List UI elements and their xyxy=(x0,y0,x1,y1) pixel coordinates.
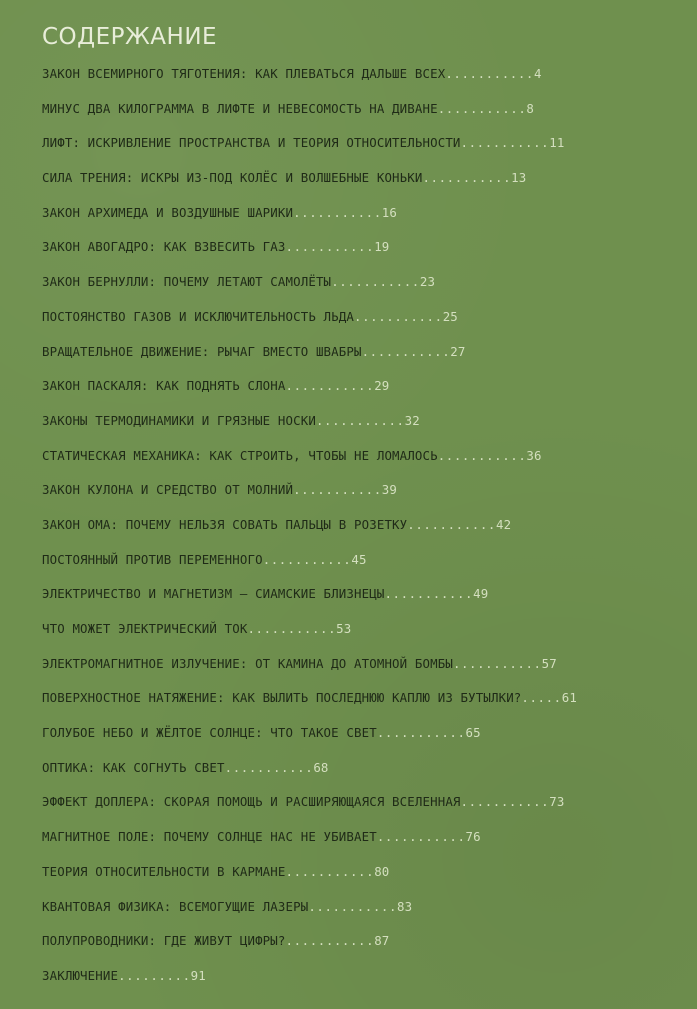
dot-leader: ........... xyxy=(452,655,542,671)
dot-leader: ........... xyxy=(422,170,512,186)
toc-entry xyxy=(42,788,692,823)
toc-entry xyxy=(42,268,692,303)
chapter-title: ЗАКОН ВСЕМИРНОГО ТЯГОТЕНИЯ: КАК ПЛЕВАТЬСЯ ДАЛЬШЕ ВСЕХ xyxy=(42,66,446,81)
chapter-title: ЗАКОН БЕРНУЛЛИ: ПОЧЕМУ ЛЕТАЮТ САМОЛЁТЫ xyxy=(42,274,332,290)
dot-leader: ........... xyxy=(376,829,466,845)
chapter-title: СИЛА ТРЕНИЯ: ИСКРЫ ИЗ-ПОД КОЛЁС И ВОЛШЕБНЫЕ КОНЬКИ xyxy=(42,170,423,186)
page-number: 73 xyxy=(549,794,565,810)
chapter-title: ВРАЩАТЕЛЬНОЕ ДВИЖЕНИЕ: РЫЧАГ ВМЕСТО ШВАБРЫ xyxy=(42,343,362,359)
page-number: 16 xyxy=(381,204,398,220)
toc-entry xyxy=(42,303,692,338)
dot-leader: ........... xyxy=(376,725,466,741)
dot-leader: ........... xyxy=(361,343,451,359)
dot-leader: ........... xyxy=(331,274,420,290)
dot-leader: ........... xyxy=(445,66,534,81)
toc-entry xyxy=(42,823,692,858)
page-number: 25 xyxy=(442,308,458,324)
chapter-title: КВАНТОВАЯ ФИЗИКА: ВСЕМОГУЩИЕ ЛАЗЕРЫ xyxy=(42,898,309,914)
chapter-title: ТЕОРИЯ ОТНОСИТЕЛЬНОСТИ В КАРМАНЕ xyxy=(42,863,286,879)
page-number: 4 xyxy=(534,66,542,81)
dot-leader: ........... xyxy=(460,135,550,151)
dot-leader: ........... xyxy=(224,759,314,775)
page-number: 39 xyxy=(381,482,398,498)
dot-leader: ........... xyxy=(354,308,443,324)
page-title: СОДЕРЖАНИЕ xyxy=(42,24,218,50)
chapter-title: ЗАКОН АРХИМЕДА И ВОЗДУШНЫЕ ШАРИКИ xyxy=(42,204,294,220)
page-number: 57 xyxy=(541,655,557,671)
page-number: 80 xyxy=(374,863,390,879)
dot-leader: ........... xyxy=(384,586,474,602)
chapter-title: ЗАКОН ОМА: ПОЧЕМУ НЕЛЬЗЯ СОВАТЬ ПАЛЬЦЫ В РОЗЕТКУ xyxy=(42,516,408,532)
toc-entry xyxy=(42,233,692,268)
page-number: 29 xyxy=(374,378,390,394)
page-number: 11 xyxy=(549,135,565,151)
page-number: 27 xyxy=(450,343,466,359)
chapter-title: ЧТО МОЖЕТ ЭЛЕКТРИЧЕСКИЙ ТОК xyxy=(42,621,248,636)
dot-leader: ........... xyxy=(315,412,405,428)
toc-entry xyxy=(42,615,692,650)
page-number: 13 xyxy=(511,170,527,186)
dot-leader: ........... xyxy=(407,516,496,532)
chapter-title: ЗАКЛЮЧЕНИЕ xyxy=(42,967,119,983)
toc-entry xyxy=(42,95,692,130)
chapter-title: ЭФФЕКТ ДОПЛЕРА: СКОРАЯ ПОМОЩЬ И РАСШИРЯЮЩАЯСЯ ВСЕЛЕННАЯ xyxy=(42,794,461,810)
page-number: 42 xyxy=(495,516,512,532)
toc-entry xyxy=(42,199,692,234)
page-number: 32 xyxy=(404,412,420,428)
toc-entry xyxy=(42,164,692,199)
chapter-title: ПОСТОЯНСТВО ГАЗОВ И ИСКЛЮЧИТЕЛЬНОСТЬ ЛЬДА xyxy=(42,308,355,324)
page-number: 87 xyxy=(374,933,390,949)
page-number: 49 xyxy=(473,586,489,602)
toc-entry xyxy=(42,858,692,893)
toc-entry xyxy=(42,476,692,511)
chapter-title: ГОЛУБОЕ НЕБО И ЖЁЛТОЕ СОЛНЦЕ: ЧТО ТАКОЕ СВЕТ xyxy=(42,725,377,741)
toc-list xyxy=(42,60,692,997)
toc-entry xyxy=(42,893,692,928)
toc-entry xyxy=(42,511,692,546)
page-number: 8 xyxy=(526,100,535,116)
dot-leader: ........... xyxy=(437,100,527,116)
toc-entry xyxy=(42,407,692,442)
dot-leader: ........... xyxy=(285,933,375,949)
toc-entry xyxy=(42,650,692,685)
chapter-title: ПОЛУПРОВОДНИКИ: ГДЕ ЖИВУТ ЦИФРЫ? xyxy=(42,933,286,949)
toc-entry xyxy=(42,60,692,95)
chapter-title: МАГНИТНОЕ ПОЛЕ: ПОЧЕМУ СОЛНЦЕ НАС НЕ УБИВАЕТ xyxy=(42,829,377,845)
dot-leader: ........... xyxy=(460,794,550,810)
page-number: 91 xyxy=(190,967,206,983)
page-number: 19 xyxy=(374,239,390,255)
toc-entry xyxy=(42,684,692,719)
chapter-title: ЭЛЕКТРОМАГНИТНОЕ ИЗЛУЧЕНИЕ: ОТ КАМИНА ДО АТОМНОЙ БОМБЫ xyxy=(42,655,453,671)
chapter-title: ЭЛЕКТРИЧЕСТВО И МАГНЕТИЗМ – СИАМСКИЕ БЛИЗНЕЦЫ xyxy=(42,586,385,602)
toc-entry xyxy=(42,129,692,164)
dot-leader: ........... xyxy=(293,204,382,220)
dot-leader: ........... xyxy=(285,378,375,394)
chapter-title: МИНУС ДВА КИЛОГРАММА В ЛИФТЕ И НЕВЕСОМОСТЬ НА ДИВАНЕ xyxy=(42,100,438,116)
page-number: 68 xyxy=(313,759,329,775)
toc-entry xyxy=(42,719,692,754)
toc-entry xyxy=(42,372,692,407)
page-number: 45 xyxy=(351,551,367,567)
page-number: 23 xyxy=(419,274,436,290)
page-number: 53 xyxy=(336,621,352,636)
page-number: 76 xyxy=(465,829,481,845)
toc-entry xyxy=(42,754,692,789)
dot-leader: ........... xyxy=(262,551,352,567)
dot-leader: ........... xyxy=(285,239,375,255)
page-number: 83 xyxy=(397,898,413,914)
page-number: 65 xyxy=(465,725,481,741)
dot-leader: ........... xyxy=(247,621,337,636)
dot-leader: ........... xyxy=(293,482,382,498)
chapter-title: ЗАКОНЫ ТЕРМОДИНАМИКИ И ГРЯЗНЫЕ НОСКИ xyxy=(42,412,316,428)
chapter-title: ЛИФТ: ИСКРИВЛЕНИЕ ПРОСТРАНСТВА И ТЕОРИЯ ОТНОСИТЕЛЬНОСТИ xyxy=(42,135,461,151)
dot-leader: ........... xyxy=(437,447,527,463)
dot-leader: ..... xyxy=(521,690,562,706)
chapter-title: ЗАКОН КУЛОНА И СРЕДСТВО ОТ МОЛНИЙ xyxy=(42,482,294,498)
toc-entry xyxy=(42,338,692,373)
dot-leader: ........... xyxy=(308,898,398,914)
chapter-title: СТАТИЧЕСКАЯ МЕХАНИКА: КАК СТРОИТЬ, ЧТОБЫ НЕ ЛОМАЛОСЬ xyxy=(42,447,438,463)
toc-entry xyxy=(42,962,692,997)
dot-leader: ......... xyxy=(118,967,191,983)
chapter-title: ЗАКОН АВОГАДРО: КАК ВЗВЕСИТЬ ГАЗ xyxy=(42,239,286,255)
chapter-title: ПОВЕРХНОСТНОЕ НАТЯЖЕНИЕ: КАК ВЫЛИТЬ ПОСЛЕДНЮЮ КАПЛЮ ИЗ БУТЫЛКИ? xyxy=(42,690,522,706)
chapter-title: ПОСТОЯННЫЙ ПРОТИВ ПЕРЕМЕННОГО xyxy=(42,551,263,567)
chapter-title: ОПТИКА: КАК СОГНУТЬ СВЕТ xyxy=(42,759,225,775)
page-number: 36 xyxy=(526,447,542,463)
toc-entry xyxy=(42,546,692,581)
toc-entry xyxy=(42,442,692,477)
toc-entry xyxy=(42,580,692,615)
chapter-title: ЗАКОН ПАСКАЛЯ: КАК ПОДНЯТЬ СЛОНА xyxy=(42,378,286,394)
toc-entry xyxy=(42,927,692,962)
page-number: 61 xyxy=(561,690,577,706)
dot-leader: ........... xyxy=(285,863,375,879)
